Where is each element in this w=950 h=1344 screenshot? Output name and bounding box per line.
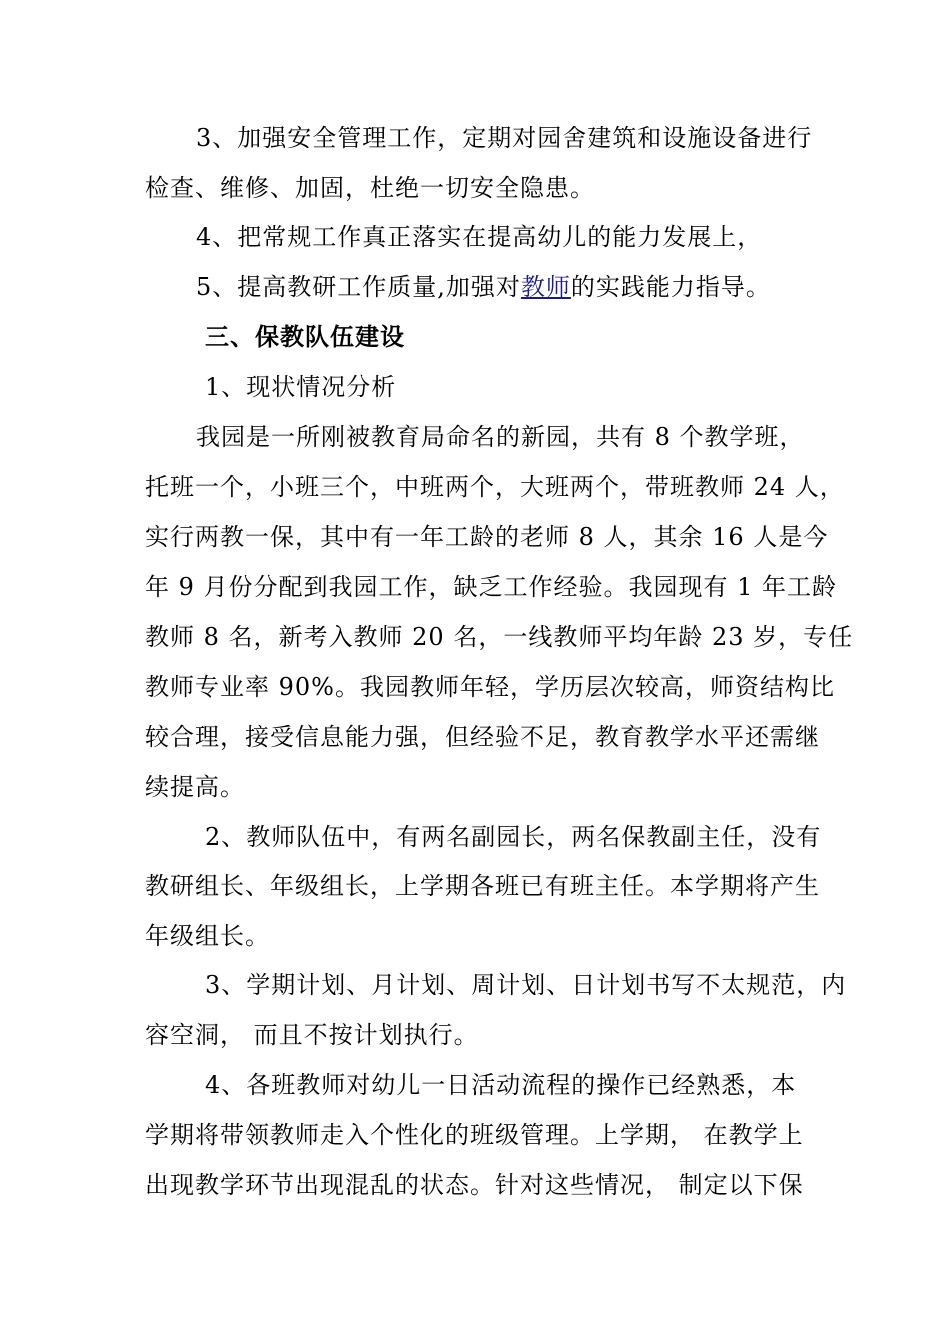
paragraph-line: 教研组长、年级组长，上学期各班已有班主任。本学期将产生 xyxy=(145,872,820,900)
paragraph-line: 容空洞， 而且不按计划执行。 xyxy=(145,1021,479,1049)
paragraph-line: 出现教学环节出现混乱的状态。针对这些情况， 制定以下保 xyxy=(145,1171,804,1199)
paragraph-line: 检查、维修、加固，杜绝一切安全隐患。 xyxy=(145,174,595,202)
section-heading: 三、保教队伍建设 xyxy=(205,322,405,351)
paragraph-line: 实行两教一保，其中有一年工龄的老师 8 人，其余 16 人是今 xyxy=(145,523,829,551)
paragraph-line: 3、学期计划、月计划、周计划、日计划书写不太规范，内 xyxy=(205,971,847,999)
paragraph-line: 续提高。 xyxy=(145,773,245,801)
paragraph-line: 教师 8 名，新考入教师 20 名，一线教师平均年龄 23 岁，专任 xyxy=(145,623,854,651)
paragraph-line xyxy=(196,272,771,302)
paragraph-line: 托班一个，小班三个，中班两个，大班两个，带班教师 24 人， xyxy=(145,473,845,501)
line-text: 5、提高教研工作质量,加强对 xyxy=(196,273,521,301)
paragraph-line: 3、加强安全管理工作，定期对园舍建筑和设施设备进行 xyxy=(196,124,813,152)
paragraph-line: 学期将带领教师走入个性化的班级管理。上学期， 在教学上 xyxy=(145,1121,804,1149)
line-text: 的实践能力指导。 xyxy=(570,273,771,301)
paragraph-line: 教师专业率 90%。我园教师年轻，学历层次较高，师资结构比 xyxy=(145,673,835,701)
paragraph-line: 较合理，接受信息能力强，但经验不足，教育教学水平还需继 xyxy=(145,723,820,751)
paragraph-line: 4、把常规工作真正落实在提高幼儿的能力发展上， xyxy=(196,223,763,251)
paragraph-line: 2、教师队伍中，有两名副园长，两名保教副主任，没有 xyxy=(205,823,822,851)
subsection-heading: 1、现状情况分析 xyxy=(205,373,397,401)
paragraph-line: 年级组长。 xyxy=(145,922,270,950)
paragraph-line: 4、各班教师对幼儿一日活动流程的操作已经熟悉，本 xyxy=(205,1071,797,1099)
paragraph-line: 我园是一所刚被教育局命名的新园，共有 8 个教学班， xyxy=(196,423,805,451)
paragraph-line: 年 9 月份分配到我园工作，缺乏工作经验。我园现有 1 年工龄 xyxy=(145,573,838,601)
teacher-link[interactable]: 教师 xyxy=(520,273,571,301)
